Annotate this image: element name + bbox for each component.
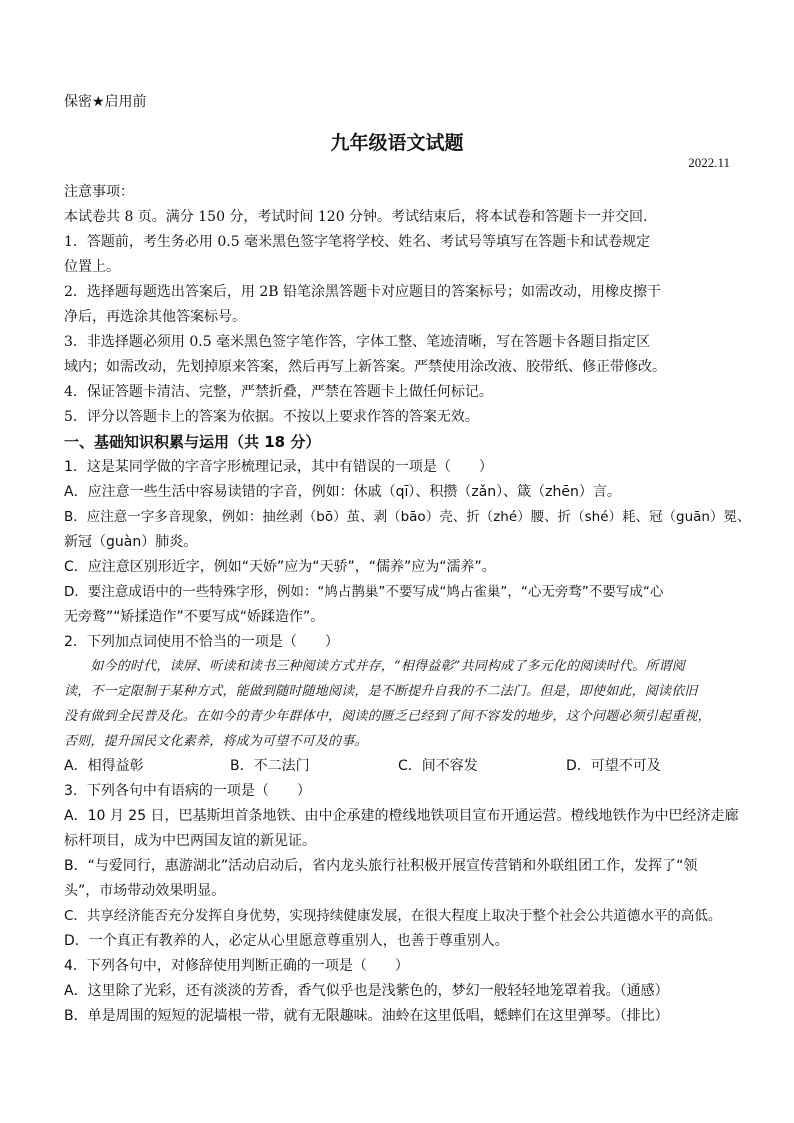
option-c: C．间不容发 xyxy=(398,758,478,774)
passage-line: 没有做到全民普及化。在如今的青少年群体中，阅读的匮乏已经到了间不容发的地步，这个问题必须引起重视， xyxy=(64,709,711,724)
notice-line: 本试卷共 8 页。满分 150 分，考试时间 120 分钟。考试结束后，将本试卷和答题卡一并交回. xyxy=(64,209,648,225)
option-b: B．“与爱同行，惠游湖北”活动启动后，省内龙头旅行社积极开展宣传营销和外联组团工作，发挥了“领 xyxy=(64,858,698,874)
option-a: A．10 月 25 日，巴基斯坦首条地铁、由中企承建的橙线地铁项目宣布开通运营。橙线地铁作为中巴经济走廊 xyxy=(64,808,739,824)
section-heading: 一、基础知识积累与运用（共 18 分） xyxy=(64,433,321,451)
option-a: A．应注意一些生活中容易读错的字音，例如：休戚（qī）、积攒（zǎn）、箴（zhēn）言。 xyxy=(64,484,621,500)
question-stem: 3．下列各句中有语病的一项是（ ） xyxy=(64,783,311,799)
option-d-continued: 无旁鹜”“矫揉造作”不要写成“娇蹂造作”。 xyxy=(64,609,325,625)
notice-line: 3．非选择题必须用 0.5 毫米黑色签字笔作答，字体工整、笔迹清晰，写在答题卡各题目指定区 xyxy=(64,334,651,350)
question-stem: 1．这是某同学做的字音字形梳理记录，其中有错误的一项是（ ） xyxy=(64,459,493,475)
notice-line: 净后，再选涂其他答案标号。 xyxy=(64,309,246,325)
exam-title: 九年级语文试题 xyxy=(330,132,464,154)
option-b: B．应注意一字多音现象，例如：抽丝剥（bō）茧、剥（bāo）壳、折（zhé）腰、折（shé）耗、冠（guān）冕、 xyxy=(64,509,751,525)
option-d: D．要注意成语中的一些特殊字形，例如：“鸠占鹊巢”不要写成“鸠占雀巢”，“心无旁骛”不要写成“心 xyxy=(64,584,664,600)
passage-line: 如今的时代，读屏、听读和读书三种阅读方式并存，“相得益彰”共同构成了多元化的阅读时代。所谓阅 xyxy=(64,659,685,674)
exam-date: 2022.11 xyxy=(688,155,730,170)
option-c: C．共享经济能否充分发挥自身优势，实现持续健康发展，在很大程度上取决于整个社会公共道德水平的高低。 xyxy=(64,908,722,924)
notice-line: 2．选择题每题选出答案后，用 2B 铅笔涂黑答题卡对应题目的答案标号；如需改动，用橡皮擦干 xyxy=(64,284,662,300)
question-stem: 4．下列各句中，对修辞使用判断正确的一项是（ ） xyxy=(64,958,409,974)
option-c: C．应注意区别形近字，例如“天娇”应为“天骄”，“儒养”应为“濡养”。 xyxy=(64,559,496,575)
notice-line: 域内；如需改动，先划掉原来答案，然后再写上新答案。严禁使用涂改液、胶带纸、修正带修改。 xyxy=(64,359,666,375)
notice-line: 4．保证答题卡清洁、完整，严禁折叠，严禁在答题卡上做任何标记。 xyxy=(64,384,493,400)
option-b-continued: 新冠（guàn）肺炎。 xyxy=(64,534,198,550)
option-a: A．相得益彰 xyxy=(64,758,144,774)
notice-line: 1．答题前，考生务必用 0.5 毫米黑色签字笔将学校、姓名、考试号等填写在答题卡和试卷规定 xyxy=(64,234,651,250)
option-a: A．这里除了光彩，还有淡淡的芳香，香气似乎也是浅紫色的，梦幻一般轻轻地笼罩着我。（通感） xyxy=(64,983,669,999)
notice-line: 5．评分以答题卡上的答案为依据。不按以上要求作答的答案无效。 xyxy=(64,409,479,425)
passage-line: 读，不一定限制于某种方式，能做到随时随地阅读，是不断提升自我的不二法门。但是，即使如此，阅读依旧 xyxy=(64,684,698,699)
option-b: B．单是周围的短短的泥墙根一带，就有无限趣味。油蛉在这里低唱，蟋蟀们在这里弹琴。（排比） xyxy=(64,1008,669,1024)
confidential-label: 保密★启用前 xyxy=(64,94,147,110)
question-stem: 2．下列加点词使用不恰当的一项是（ ） xyxy=(64,634,339,650)
option-b: B．不二法门 xyxy=(230,758,310,774)
option-a-continued: 标杆项目，成为中巴两国友谊的新见证。 xyxy=(64,833,316,849)
passage-line: 否则，提升国民文化素养，将成为可望不可及的事。 xyxy=(64,734,368,749)
option-d: D．可望不可及 xyxy=(566,758,661,774)
option-b-continued: 头”，市场带动效果明显。 xyxy=(64,883,226,899)
notice-heading: 注意事项： xyxy=(64,184,134,200)
notice-line: 位置上。 xyxy=(64,259,120,275)
option-d: D．一个真正有教养的人，必定从心里愿意尊重别人，也善于尊重别人。 xyxy=(64,933,509,949)
